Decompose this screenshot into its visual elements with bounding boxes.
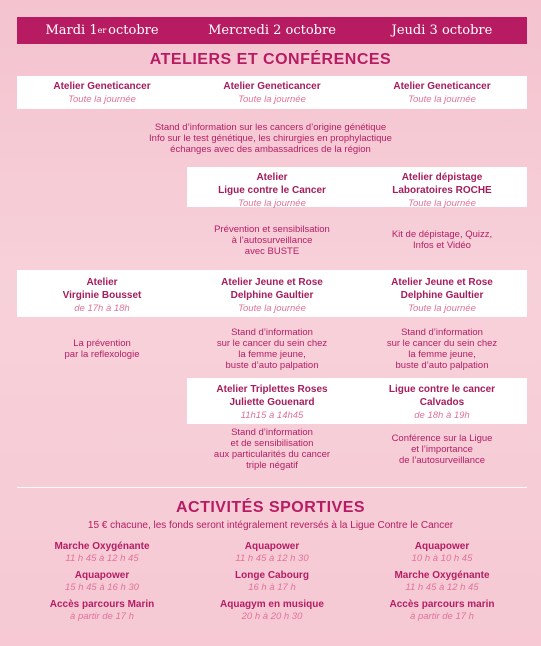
event-card: [187, 76, 357, 109]
event-title: Atelier Jeune et Rose: [391, 277, 493, 288]
event-card: [357, 76, 527, 109]
sports-subtitle: 15 € chacune, les fonds seront intégralement reversés à la Ligue Contre le Cancer: [87, 520, 454, 531]
event-card: [357, 270, 527, 317]
event-time: Toute la journée: [238, 303, 306, 314]
event-title: Atelier dépistage: [401, 172, 483, 183]
description-line: Stand d’information: [231, 327, 313, 338]
event-title: Atelier Geneticancer: [53, 81, 151, 92]
event-title-line2: Juliette Gouenard: [229, 397, 315, 408]
event-description: [187, 427, 357, 471]
activity-time: 10 h à 10 h 45: [411, 553, 473, 564]
day-header-label: Jeudi 3 octobre: [391, 23, 493, 38]
event-time: Toute la journée: [408, 94, 476, 105]
event-title-line2: Calvados: [419, 397, 465, 408]
activity-time: 15 h 45 à 16 h 30: [65, 582, 139, 593]
activity-name: Aquagym en musique: [220, 599, 324, 610]
sports-activity: [17, 598, 187, 623]
day-header-month: octobre: [108, 23, 159, 38]
activity-name: Accès parcours marin: [389, 599, 495, 610]
description-line: La prévention: [73, 338, 131, 349]
event-title: Atelier: [86, 277, 118, 288]
event-time: 11h15 à 14h45: [240, 410, 304, 421]
event-description: [357, 229, 527, 251]
sports-column: [17, 540, 187, 623]
activity-name: Accès parcours Marin: [49, 599, 155, 610]
description-line: buste d’auto palpation: [395, 360, 489, 371]
event-time: de 18h à 19h: [414, 410, 470, 421]
event-card: [357, 378, 527, 424]
description-line: avec BUSTE: [244, 246, 300, 257]
description-line: la femme jeune,: [238, 349, 306, 360]
event-time: de 17h à 18h: [74, 303, 130, 314]
activity-name: Longe Cabourg: [235, 570, 309, 581]
description-line: sur le cancer du sein chez: [216, 338, 328, 349]
event-description: [17, 338, 187, 360]
event-time: Toute la journée: [408, 303, 476, 314]
activity-time: 11 h 45 à 12 h 30: [235, 553, 309, 564]
event-time: Toute la journée: [238, 94, 306, 105]
description-line: Stand d’information sur les cancers d’origine génétique: [154, 122, 387, 133]
description-line: par la reflexologie: [64, 349, 140, 360]
event-card: [187, 270, 357, 317]
description-line: échanges avec des ambassadrices de la région: [170, 144, 371, 155]
event-title: Atelier Triplettes Roses: [216, 384, 328, 395]
activity-time: 11 h 45 à 12 h 45: [405, 582, 479, 593]
event-card: [17, 270, 187, 317]
section-title-sports: ACTIVITÉS SPORTIVES: [175, 499, 366, 516]
description-line: la femme jeune,: [408, 349, 476, 360]
sports-activity: [17, 569, 187, 594]
event-title: Atelier Geneticancer: [223, 81, 321, 92]
event-description: [357, 327, 527, 371]
event-card: [187, 167, 357, 207]
activity-time: 11 h 45 à 12 h 45: [65, 553, 139, 564]
day-header-thursday: [357, 17, 527, 44]
activity-time: à partir de 17 h: [410, 611, 474, 622]
description-line: Stand d’information: [231, 427, 313, 438]
activity-name: Aquapower: [244, 541, 300, 552]
description-line: aux particularités du cancer: [213, 449, 331, 460]
event-title: Atelier: [256, 172, 288, 183]
event-title: Atelier Geneticancer: [393, 81, 491, 92]
event-title-line2: Virginie Bousset: [62, 290, 142, 301]
sports-activity: [187, 569, 357, 594]
activity-time: 20 h à 20 h 30: [241, 611, 303, 622]
sports-column: [187, 540, 357, 623]
event-card: [357, 167, 527, 207]
sports-activity: [357, 540, 527, 565]
event-title: Ligue contre le cancer: [388, 384, 496, 395]
event-title-line2: Ligue contre le Cancer: [218, 185, 326, 196]
activity-name: Aquapower: [74, 570, 130, 581]
activity-time: à partir de 17 h: [70, 611, 134, 622]
event-title: Atelier Jeune et Rose: [221, 277, 323, 288]
sports-activity: [187, 540, 357, 565]
event-description: [187, 224, 357, 257]
day-header-tuesday: Mardi 1 er octobre: [17, 17, 187, 44]
description-line: Conférence sur la Ligue: [391, 433, 493, 444]
sports-activity: [17, 540, 187, 565]
description-line: Prévention et sensibilsation: [214, 224, 330, 235]
sports-column: [357, 540, 527, 623]
day-header-label: Mercredi 2 octobre: [208, 23, 336, 38]
section-title-ateliers: ATELIERS ET CONFÉRENCES: [149, 51, 392, 68]
day-header-wednesday: [187, 17, 357, 44]
activity-name: Aquapower: [414, 541, 470, 552]
event-title-line2: Laboratoires ROCHE: [392, 185, 492, 196]
event-description: [0, 122, 541, 155]
event-card: [187, 378, 357, 424]
day-header-label: Mardi 1: [45, 23, 98, 38]
description-line: buste d’auto palpation: [225, 360, 319, 371]
description-line: Infos et Vidéo: [413, 240, 471, 251]
description-line: Stand d’information: [401, 327, 483, 338]
activity-time: 16 h à 17 h: [248, 582, 296, 593]
section-divider: [17, 487, 527, 488]
event-time: Toute la journée: [238, 198, 306, 209]
event-time: Toute la journée: [68, 94, 136, 105]
event-description: [357, 433, 527, 466]
description-line: à l’autosurveillance: [231, 235, 313, 246]
sports-activity: [357, 569, 527, 594]
event-description: [187, 327, 357, 371]
description-line: et l’importance: [411, 444, 473, 455]
event-title-line2: Delphine Gaultier: [400, 290, 484, 301]
activity-name: Marche Oxygénante: [54, 541, 150, 552]
sports-activity: [357, 598, 527, 623]
event-title-line2: Delphine Gaultier: [230, 290, 314, 301]
event-card: [17, 76, 187, 109]
description-line: triple négatif: [246, 460, 298, 471]
event-time: Toute la journée: [408, 198, 476, 209]
description-line: de l’autosurveillance: [398, 455, 486, 466]
description-line: Kit de dépistage, Quizz,: [391, 229, 493, 240]
activity-name: Marche Oxygénante: [394, 570, 490, 581]
description-line: Info sur le test génétique, les chirurgies en prophylactique: [149, 133, 392, 144]
sports-activity: [187, 598, 357, 623]
description-line: et de sensibilisation: [230, 438, 314, 449]
description-line: sur le cancer du sein chez: [386, 338, 498, 349]
